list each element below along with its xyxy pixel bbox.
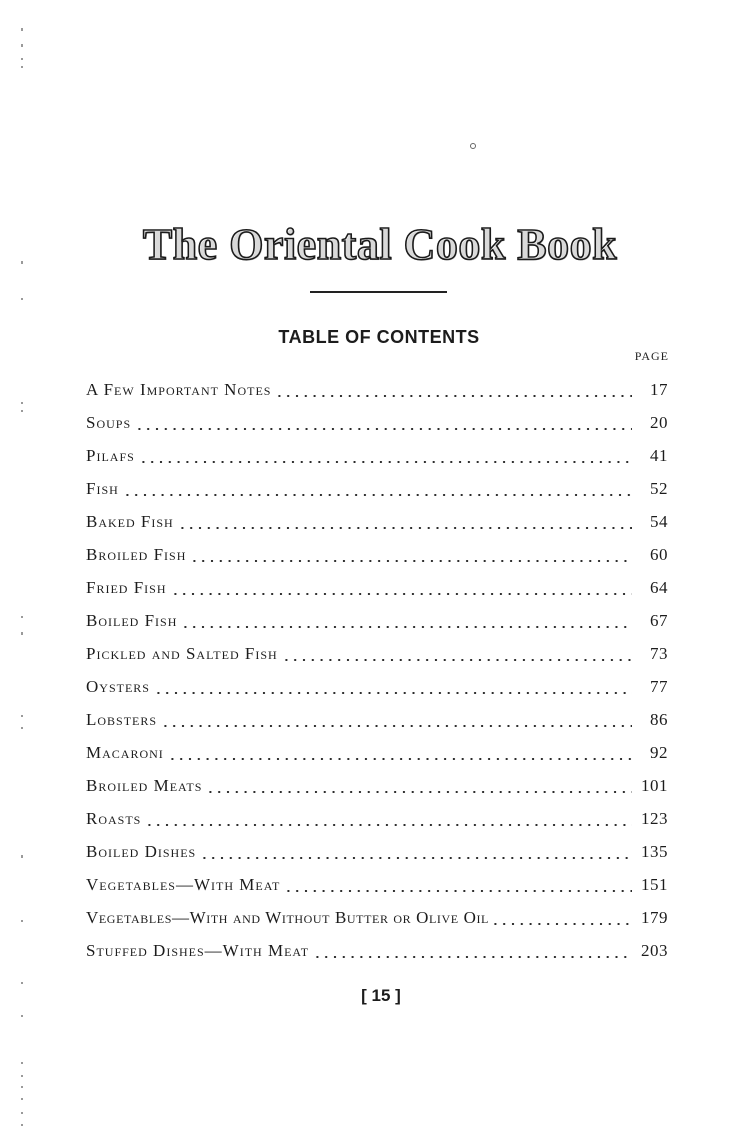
toc-entry-page: 179 (641, 908, 668, 927)
toc-entry (86, 472, 668, 505)
dot-leader (154, 692, 632, 694)
dot-leader (275, 395, 632, 397)
toc-entry-title: Lobsters (86, 710, 158, 729)
dot-leader (178, 527, 632, 529)
toc-entry-title: Vegetables—With Meat (86, 875, 281, 894)
toc-entry (86, 769, 668, 802)
toc-entry-page: 73 (650, 644, 668, 663)
paper-speck (470, 143, 476, 149)
dot-leader (284, 890, 632, 892)
dot-leader (206, 791, 632, 793)
toc-entry-title: Macaroni (86, 743, 164, 762)
dot-leader (123, 494, 632, 496)
toc-entry-title: Fried Fish (86, 578, 167, 597)
toc-entry-page: 135 (641, 842, 668, 861)
toc-heading: TABLE OF CONTENTS (278, 327, 480, 347)
toc-entry-title: Fish (86, 479, 119, 498)
toc-entry-page: 60 (650, 545, 668, 564)
toc-entry (86, 868, 668, 901)
toc-entry-page: 77 (650, 677, 668, 696)
toc-entry (86, 670, 668, 703)
toc-entry (86, 703, 668, 736)
toc-entry-page: 86 (650, 710, 668, 729)
toc-entry (86, 373, 668, 406)
dot-leader (190, 560, 632, 562)
toc-entry (86, 934, 668, 967)
toc-entry-title: Pickled and Salted Fish (86, 644, 278, 663)
toc-entry (86, 802, 668, 835)
toc-entry-title: A Few Important Notes (86, 380, 272, 399)
dot-leader (200, 857, 632, 859)
title-divider (310, 291, 447, 293)
toc-entry (86, 505, 668, 538)
toc-entry-page: 151 (641, 875, 668, 894)
toc-entry-page: 101 (641, 776, 668, 795)
dot-leader (145, 824, 632, 826)
toc-entry (86, 538, 668, 571)
toc-entry-title: Stuffed Dishes—With Meat (86, 941, 310, 960)
toc-entry-page: 54 (650, 512, 668, 531)
toc-entry (86, 637, 668, 670)
toc-list (86, 373, 668, 967)
toc-entry-page: 41 (650, 446, 668, 465)
toc-entry-title: Soups (86, 413, 132, 432)
dot-leader (313, 956, 632, 958)
toc-entry-title: Baked Fish (86, 512, 174, 531)
toc-entry-title: Broiled Fish (86, 545, 187, 564)
dot-leader (135, 428, 632, 430)
toc-entry-title: Boiled Dishes (86, 842, 197, 861)
dot-leader (282, 659, 632, 661)
toc-entry-title: Broiled Meats (86, 776, 203, 795)
page-column-label: PAGE (634, 349, 669, 363)
toc-entry-title: Vegetables—With and Without Butter or Olive Oil (86, 908, 489, 927)
book-title: The Oriental Cook Book (142, 220, 618, 269)
toc-entry (86, 406, 668, 439)
scan-edge-marks (18, 0, 26, 1137)
toc-entry-title: Oysters (86, 677, 150, 696)
toc-entry-page: 92 (650, 743, 668, 762)
dot-leader (171, 593, 633, 595)
toc-entry-page: 67 (650, 611, 668, 630)
toc-entry-page: 20 (650, 413, 668, 432)
dot-leader (491, 923, 634, 925)
dot-leader (181, 626, 632, 628)
toc-entry (86, 439, 668, 472)
toc-entry-page: 123 (641, 809, 668, 828)
toc-entry-title: Boiled Fish (86, 611, 178, 630)
dot-leader (139, 461, 632, 463)
toc-entry-page: 203 (641, 941, 668, 960)
toc-entry (86, 736, 668, 769)
dot-leader (168, 758, 632, 760)
toc-entry-page: 17 (650, 380, 668, 399)
toc-entry-page: 52 (650, 479, 668, 498)
toc-entry (86, 901, 668, 934)
page-number: [ 15 ] (361, 986, 401, 1005)
toc-entry-page: 64 (650, 578, 668, 597)
toc-entry (86, 835, 668, 868)
toc-entry-title: Pilafs (86, 446, 135, 465)
dot-leader (161, 725, 632, 727)
toc-entry-title: Roasts (86, 809, 142, 828)
toc-entry (86, 571, 668, 604)
toc-entry (86, 604, 668, 637)
